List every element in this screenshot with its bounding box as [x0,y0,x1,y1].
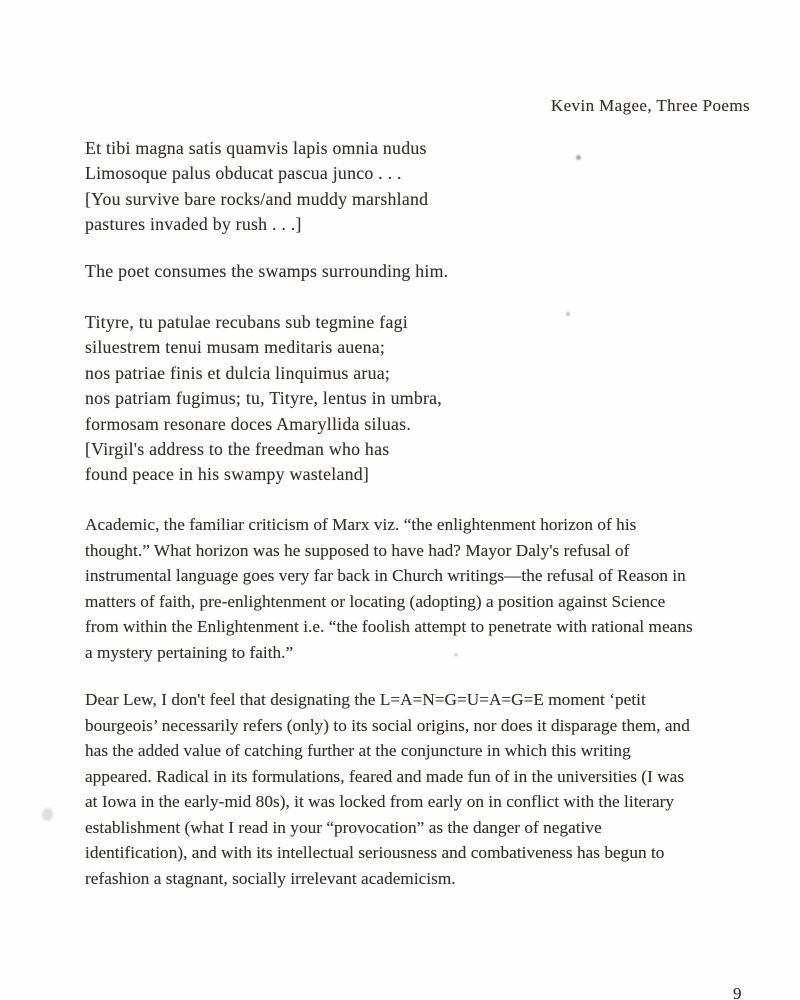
running-header: Kevin Magee, Three Poems [550,96,750,115]
verse-line: [You survive bare rocks/and muddy marshland [85,188,429,209]
paragraph-line: thought.” What horizon was he supposed to have had? Mayor Daly's refusal of [85,540,630,560]
paragraph-line: at Iowa in the early-mid 80s), it was locked from early on in conflict with the literary [85,792,675,811]
verse-line: nos patriam fugimus; tu, Tityre, lentus in umbra, [85,388,442,409]
paragraph-academic [85,512,693,665]
interlude-line: The poet consumes the swamps surrounding him. [85,261,449,281]
verse-line: pastures invaded by rush . . .] [85,214,302,235]
paragraph-line: identification), and with its intellectual seriousness and combativeness has begun to [85,843,665,862]
paragraph-line: has the added value of catching further at the conjuncture in which this writing [85,741,631,760]
paragraph-line: appeared. Radical in its formulations, feared and made fun of in the universities (I was [85,766,685,786]
verse-line: [Virgil's address to the freedman who has [85,439,390,460]
paragraph-line: Academic, the familiar criticism of Marx viz. “the enlightenment horizon of his [85,515,637,534]
scan-speck [576,155,581,160]
paragraph-line: Dear Lew, I don't feel that designating the L=A=N=G=U=A=G=E moment ‘petit [85,690,646,709]
paragraph-line: matters of faith, pre-enlightenment or locating (adopting) a position against Science [85,591,666,611]
verse-line: Tityre, tu patulae recubans sub tegmine fagi [85,312,408,332]
paragraph-line: instrumental language goes very far back in Church writings—the refusal of Reason in [85,566,686,585]
verse-line: Et tibi magna satis quamvis lapis omnia nudus [85,138,427,158]
verse-line: siluestrem tenui musam meditaris auena; [85,337,386,358]
scan-speck [566,312,570,316]
scan-speck [454,653,458,656]
verse-line: nos patriae finis et dulcia linquimus arua; [85,362,391,383]
paragraph-line: bourgeois’ necessarily refers (only) to its social origins, nor does it disparage them, and [85,715,690,735]
verse-line: Limosoque palus obducat pascua junco . . . [85,163,402,184]
latin-quote-block-1 [85,136,428,238]
paragraph-line: from within the Enlightenment i.e. “the foolish attempt to penetrate with rational means [85,617,693,636]
paragraph-dear-lew [85,687,690,891]
page-number: 9 [733,984,742,1000]
verse-line: found peace in his swampy wasteland] [85,464,370,485]
paragraph-line: establishment (what I read in your “provocation” as the danger of negative [85,817,602,837]
latin-quote-block-2 [85,310,442,488]
scan-speck [42,808,53,821]
verse-line: formosam resonare doces Amaryllida siluas. [85,413,412,434]
paragraph-line: a mystery pertaining to faith.” [85,642,294,662]
paragraph-line: refashion a stagnant, socially irrelevant academicism. [85,868,456,888]
